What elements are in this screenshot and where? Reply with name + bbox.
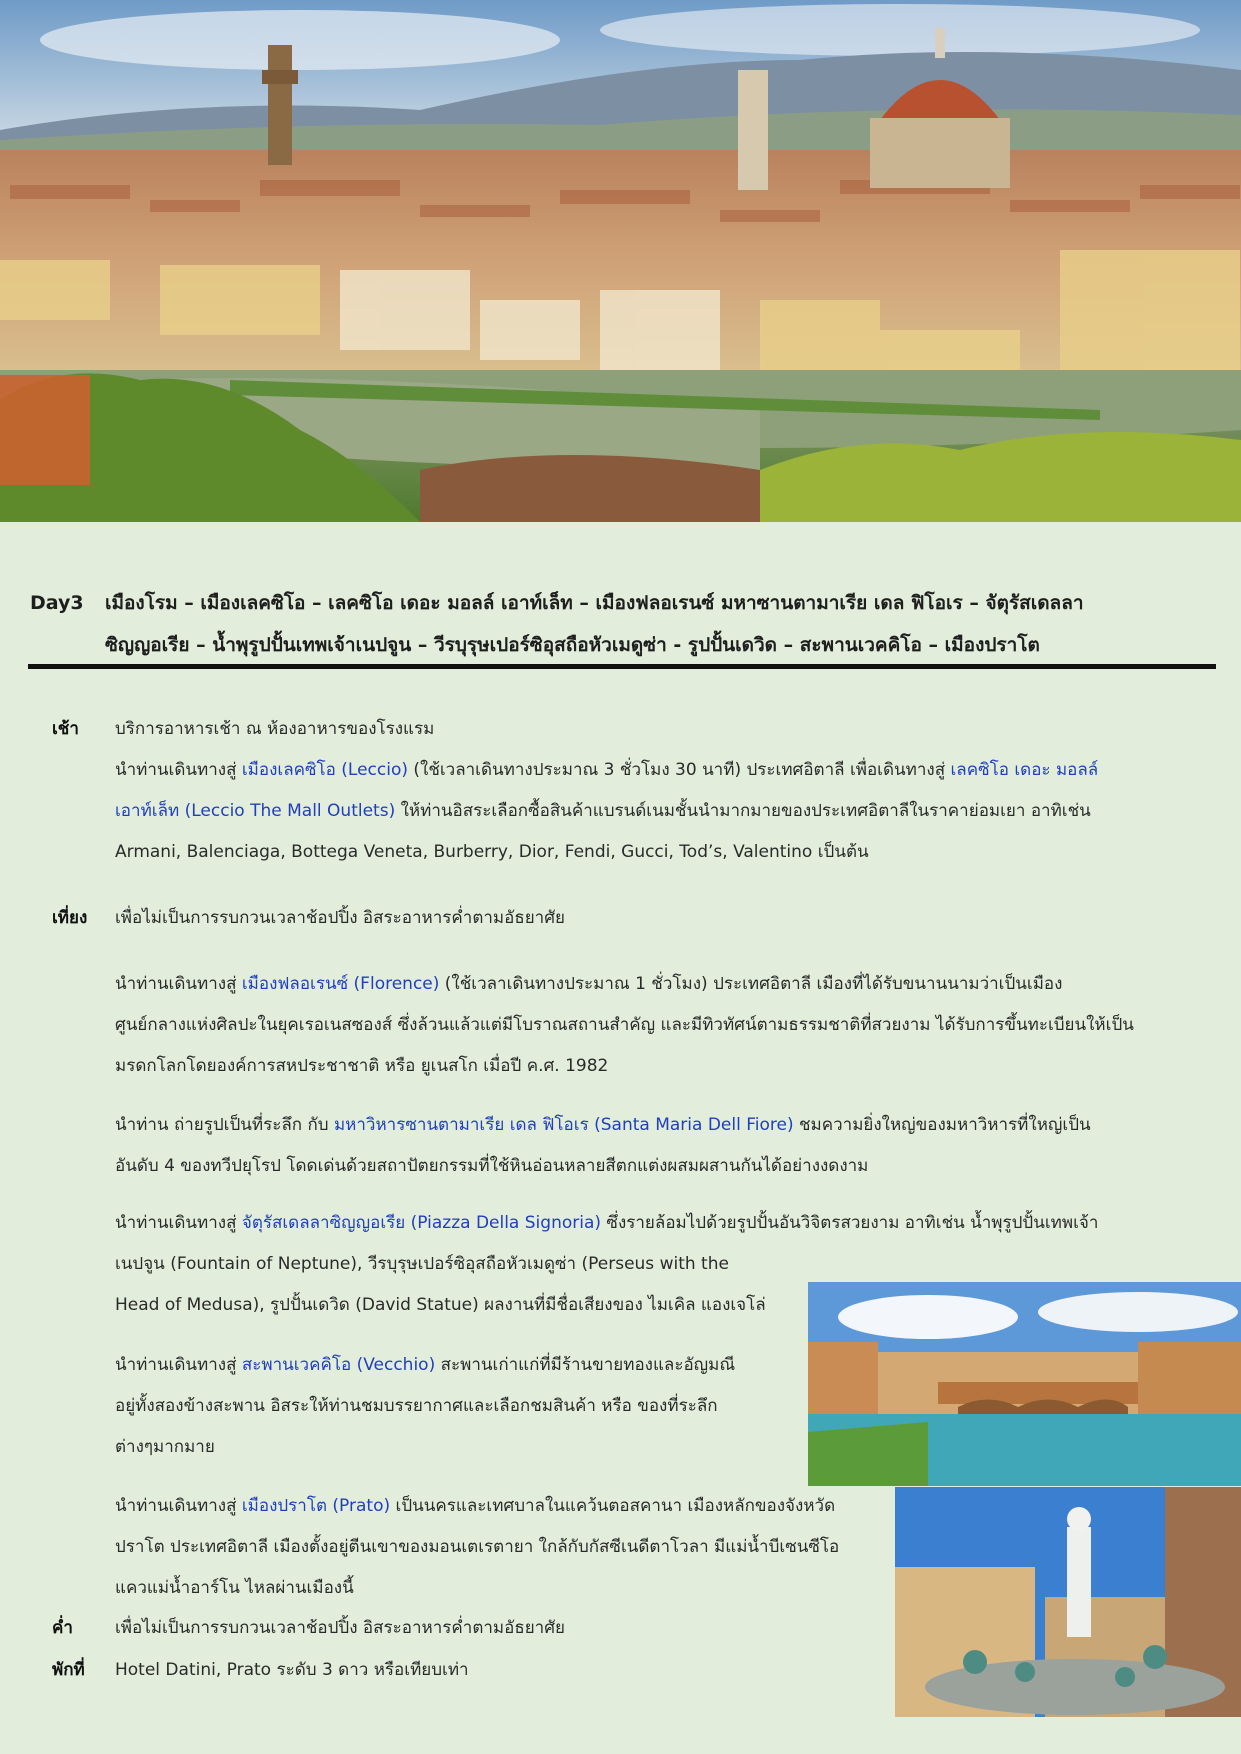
florence-panorama-photo xyxy=(0,0,1241,522)
lunch-text: เพื่อไม่เป็นการรบกวนเวลาช้อปปิ้ง อิสระอาหารค่ำตามอัธยาศัย xyxy=(115,908,565,928)
day-title-line-2: ซิญญอเรีย – น้ำพุรูปปั้นเทพเจ้าเนปจูน – วีรบุรุษเปอร์ซิอุสถือหัวเมดูซ่า - รูปปั้นเดวิด – สะพานเวคคิโอ – เมืองปราโต xyxy=(105,634,1040,656)
text-run: นำท่าน ถ่ายรูปเป็นที่ระลึก กับ xyxy=(115,1115,334,1135)
vecchio-highlight: สะพานเวคคิโอ (Vecchio) xyxy=(241,1355,436,1375)
text-run: ซึ่งรายล้อมไปด้วยรูปปั้นอันวิจิตรสวยงาม อาทิเช่น น้ำพุรูปปั้นเทพเจ้า xyxy=(601,1213,1099,1233)
vecchio-line-1 xyxy=(115,1345,805,1386)
florence-line-3: มรดกโลกโดยองค์การสหประชาชาติ หรือ ยูเนสโก เมื่อปี ค.ศ. 1982 xyxy=(115,1056,609,1076)
leccio-line-2 xyxy=(115,791,1185,832)
signoria-line-1 xyxy=(115,1203,1185,1244)
vecchio-paragraph xyxy=(115,1345,805,1468)
text-run: ให้ท่านอิสระเลือกซื้อสินค้าแบรนด์เนมชั้นนำมากมายของประเทศอิตาลีในราคาย่อมเยา อาทิเช่น xyxy=(395,801,1091,821)
signoria-line-3: Head of Medusa), รูปปั้นเดวิด (David Statue) ผลงานที่มีชื่อเสียงของ ไมเคิล แองเจโล่ xyxy=(115,1295,766,1315)
label-breakfast: เช้า xyxy=(52,719,79,739)
prato-paragraph xyxy=(115,1486,890,1609)
text-run: นำท่านเดินทางสู่ xyxy=(115,1496,242,1516)
neptune-fountain-photo xyxy=(895,1487,1241,1717)
leccio-town-highlight: เมืองเลคซิโอ (Leccio) xyxy=(241,760,408,780)
prato-line-2: ปราโต ประเทศอิตาลี เมืองตั้งอยู่ตีนเขาของมอนเตเรตายา ใกล้กับกัสซีเนดีตาโวลา มีแม่น้ำบีเซนซีโอ xyxy=(115,1537,840,1557)
leccio-mall-highlight: เลคซิโอ เดอะ มอลล์ xyxy=(950,760,1099,780)
header-divider xyxy=(28,664,1216,669)
signoria-line-2: เนปจูน (Fountain of Neptune), วีรบุรุษเปอร์ซิอุสถือหัวเมดูซ่า (Perseus with the xyxy=(115,1254,729,1274)
prato-line-1 xyxy=(115,1486,890,1527)
dinner-text: เพื่อไม่เป็นการรบกวนเวลาช้อปปิ้ง อิสระอาหารค่ำตามอัธยาศัย xyxy=(115,1618,565,1638)
duomo-line-1 xyxy=(115,1105,1185,1146)
prato-line-3: แควแม่น้ำอาร์โน ไหลผ่านเมืองนี้ xyxy=(115,1578,354,1598)
text-run: นำท่านเดินทางสู่ xyxy=(115,974,242,994)
text-run: (ใช้เวลาเดินทางประมาณ 1 ชั่วโมง) ประเทศอิตาลี เมืองที่ได้รับขนานนามว่าเป็นเมือง xyxy=(439,974,1063,994)
vecchio-line-2: อยู่ทั้งสองข้างสะพาน อิสระให้ท่านชมบรรยากาศและเลือกชมสินค้า หรือ ของที่ระลึก xyxy=(115,1396,718,1416)
duomo-line-2: อันดับ 4 ของทวีปยุโรป โดดเด่นด้วยสถาปัตยกรรมที่ใช้หินอ่อนหลายสีตกแต่งผสมผสานกันได้อย่างงดงาม xyxy=(115,1156,869,1176)
label-hotel: พักที่ xyxy=(52,1660,85,1680)
day-number: Day3 xyxy=(30,592,84,614)
leccio-line-3: Armani, Balenciaga, Bottega Veneta, Burberry, Dior, Fendi, Gucci, Tod’s, Valentino เป็นต้น xyxy=(115,842,869,862)
florence-highlight: เมืองฟลอเรนซ์ (Florence) xyxy=(241,974,440,994)
florence-line-2: ศูนย์กลางแห่งศิลปะในยุคเรอเนสซองส์ ซึ่งล้วนแล้วแต่มีโบราณสถานสำคัญ และมีทิวทัศน์ตามธรรมชาติที่สวยงาม ได้รับการขึ้นทะเบียนให้เป็น xyxy=(115,1015,1134,1035)
florence-line-1 xyxy=(115,964,1185,1005)
text-run: เป็นนครและเทศบาลในแคว้นตอสคานา เมืองหลักของจังหวัด xyxy=(390,1496,836,1516)
duomo-highlight: มหาวิหารซานตามาเรีย เดล ฟิโอเร (Santa Maria Dell Fiore) xyxy=(333,1115,794,1135)
breakfast-text: บริการอาหารเช้า ณ ห้องอาหารของโรงแรม xyxy=(115,719,435,739)
day-title-line-1: เมืองโรม – เมืองเลคซิโอ – เลคซิโอ เดอะ มอลล์ เอาท์เล็ท – เมืองฟลอเรนซ์ มหาซานตามาเรีย เดล ฟิโอเร – จัตุรัสเดลลา xyxy=(105,592,1084,614)
text-run: ชมความยิ่งใหญ่ของมหาวิหารที่ใหญ่เป็น xyxy=(793,1115,1091,1135)
florence-paragraph xyxy=(115,964,1185,1087)
signoria-highlight: จัตุรัสเดลลาซิญญอเรีย (Piazza Della Signoria) xyxy=(241,1213,602,1233)
duomo-paragraph xyxy=(115,1105,1185,1187)
day-title xyxy=(105,582,1215,666)
text-run: นำท่านเดินทางสู่ xyxy=(115,1355,242,1375)
text-run: นำท่านเดินทางสู่ xyxy=(115,760,242,780)
text-run: นำท่านเดินทางสู่ xyxy=(115,1213,242,1233)
leccio-mall-highlight-cont: เอาท์เล็ท (Leccio The Mall Outlets) xyxy=(115,801,396,821)
label-dinner: ค่ำ xyxy=(52,1618,73,1638)
leccio-paragraph xyxy=(115,750,1185,873)
vecchio-line-3: ต่างๆมากมาย xyxy=(115,1437,215,1457)
text-run: (ใช้เวลาเดินทางประมาณ 3 ชั่วโมง 30 นาที) ประเทศอิตาลี เพื่อเดินทางสู่ xyxy=(407,760,951,780)
prato-highlight: เมืองปราโต (Prato) xyxy=(241,1496,391,1516)
label-lunch: เที่ยง xyxy=(52,908,88,928)
text-run: สะพานเก่าแก่ที่มีร้านขายทองและอัญมณี xyxy=(435,1355,736,1375)
hotel-text: Hotel Datini, Prato ระดับ 3 ดาว หรือเทียบเท่า xyxy=(115,1660,469,1680)
ponte-vecchio-photo xyxy=(808,1282,1241,1486)
leccio-line-1 xyxy=(115,750,1185,791)
